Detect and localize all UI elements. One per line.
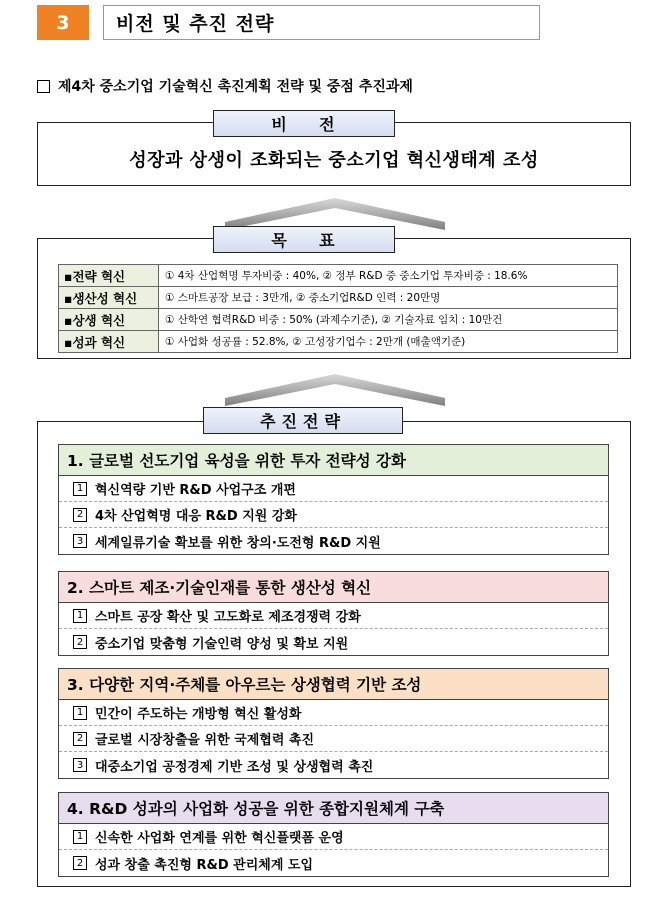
item-number: 2 (73, 732, 87, 746)
item-text: 대중소기업 공정경제 기반 조성 및 상생협력 촉진 (95, 759, 374, 775)
item-text: 4차 산업혁명 대응 R&D 지원 강화 (95, 509, 297, 524)
up-arrow-icon (225, 368, 445, 408)
list-item (59, 824, 608, 850)
list-item (59, 528, 608, 554)
section-title: 비전 및 추진 전략 (103, 5, 540, 40)
goal-table (58, 264, 618, 353)
goal-value: ① 산학연 협력R&D 비중 : 50% (과제수기준), ② 기술자료 임치 : 10만건 (159, 309, 618, 331)
item-text: 글로벌 시장창출을 위한 국제협력 촉진 (95, 733, 315, 748)
strategy-group (58, 444, 609, 555)
vision-text: 성장과 상생이 조화되는 중소기업 혁신생태계 조성 (129, 150, 539, 171)
subheading-text: 제4차 중소기업 기술혁신 촉진계획 전략 및 중점 추진과제 (58, 79, 413, 95)
item-text: 신속한 사업화 연계를 위한 혁신플랫폼 운영 (95, 831, 344, 846)
list-item (59, 700, 608, 726)
strategy-group-title: 2. 스마트 제조·기술인재를 통한 생산성 혁신 (59, 572, 608, 603)
item-number: 2 (73, 856, 87, 870)
strategy-group-title: 4. R&D 성과의 사업화 성공을 위한 종합지원체계 구축 (59, 793, 608, 824)
goal-key: ▪전략 혁신 (59, 265, 159, 287)
item-number: 2 (73, 508, 87, 522)
strategy-group (58, 792, 609, 877)
item-number: 1 (73, 482, 87, 496)
goal-key: ▪상생 혁신 (59, 309, 159, 331)
goal-label: 목 표 (213, 226, 395, 253)
strategy-group-title: 3. 다양한 지역·주체를 아우르는 상생협력 기반 조성 (59, 669, 608, 700)
item-text: 중소기업 맞춤형 기술인력 양성 및 확보 지원 (95, 636, 349, 652)
item-number: 1 (73, 706, 87, 720)
list-item (59, 629, 608, 655)
strategy-group (58, 571, 609, 656)
table-row (59, 265, 618, 287)
list-item (59, 850, 608, 876)
section-number: 3 (37, 5, 89, 40)
goal-key: ▪생산성 혁신 (59, 287, 159, 309)
goal-value: ① 스마트공장 보급 : 3만개, ② 중소기업R&D 인력 : 20만명 (159, 287, 618, 309)
item-number: 2 (73, 635, 87, 649)
item-number: 1 (73, 609, 87, 623)
item-number: 1 (73, 830, 87, 844)
goal-value: ① 사업화 성공률 : 52.8%, ② 고성장기업수 : 2만개 (매출액기준) (159, 331, 618, 353)
strategy-label: 추진전략 (203, 407, 403, 434)
item-text: 혁신역량 기반 R&D 사업구조 개편 (95, 483, 296, 498)
subheading (37, 76, 413, 96)
table-row (59, 309, 618, 331)
list-item (59, 752, 608, 778)
item-text: 민간이 주도하는 개방형 혁신 활성화 (95, 707, 302, 722)
item-text: 세계일류기술 확보를 위한 창의·도전형 R&D 지원 (95, 535, 381, 551)
vision-label: 비 전 (213, 110, 395, 137)
item-number: 3 (73, 758, 87, 772)
item-number: 3 (73, 534, 87, 548)
strategy-group-title: 1. 글로벌 선도기업 육성을 위한 투자 전략성 강화 (59, 445, 608, 476)
checkbox-icon (37, 80, 50, 93)
strategy-group (58, 668, 609, 779)
goal-value: ① 4차 산업혁명 투자비중 : 40%, ② 정부 R&D 중 중소기업 투자비중 : 18.6% (159, 265, 618, 287)
item-text: 스마트 공장 확산 및 고도화로 제조경쟁력 강화 (95, 610, 361, 625)
table-row (59, 287, 618, 309)
list-item (59, 476, 608, 502)
list-item (59, 726, 608, 752)
list-item (59, 502, 608, 528)
list-item (59, 603, 608, 629)
table-row (59, 331, 618, 353)
item-text: 성과 창출 촉진형 R&D 관리체계 도입 (95, 857, 314, 873)
goal-key: ▪성과 혁신 (59, 331, 159, 353)
